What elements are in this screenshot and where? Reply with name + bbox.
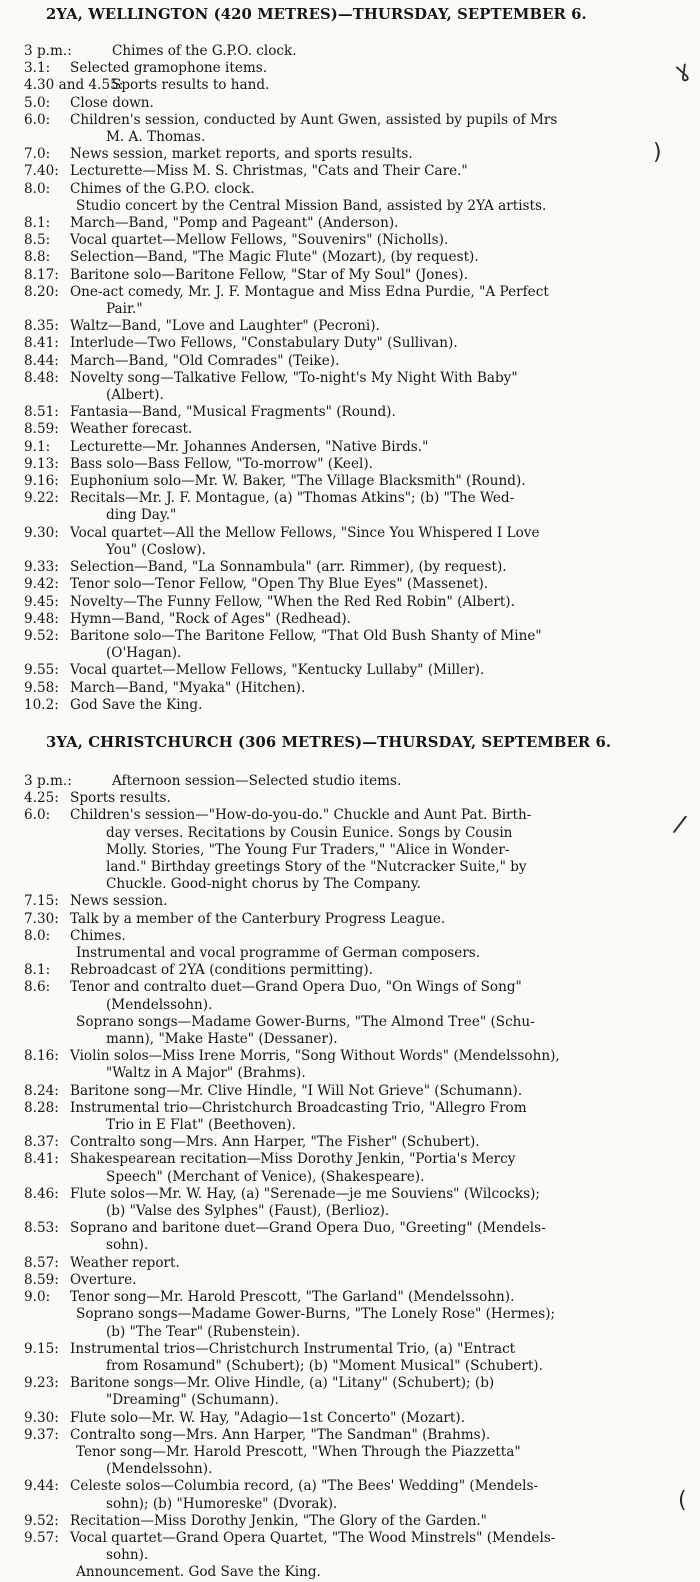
programme-description: Novelty—The Funny Fellow, "When the Red Red Robin" (Albert).	[70, 593, 515, 610]
programme-description: Flute solo—Mr. W. Hay, "Adagio—1st Concerto" (Mozart).	[70, 1409, 466, 1426]
programme-time: 9.0:	[24, 1289, 51, 1306]
programme-time: 9.58:	[24, 679, 59, 696]
programme-description-continued: day verses. Recitations by Cousin Eunice. Songs by Cousin	[106, 824, 513, 841]
programme-item	[0, 1255, 700, 1272]
programme-item	[0, 945, 700, 962]
programme-description: Hymn—Band, "Rock of Ages" (Redhead).	[70, 610, 351, 627]
programme-item	[0, 215, 700, 232]
station-2ya-programme	[0, 6, 700, 714]
programme-time: 9.52:	[24, 627, 59, 644]
programme-description-continued: Trio in E Flat" (Beethoven).	[106, 1117, 296, 1134]
programme-time: 8.57:	[24, 1254, 59, 1271]
programme-description: Tenor song—Mr. Harold Prescott, "When Through the Piazzetta"	[76, 1443, 521, 1460]
programme-time: 10.2:	[24, 696, 59, 713]
programme-description: God Save the King.	[70, 696, 203, 713]
programme-time: 8.6:	[24, 979, 51, 996]
programme-item	[0, 773, 700, 790]
programme-list	[0, 773, 700, 1582]
programme-description: Novelty song—Talkative Fellow, "To-night's My Night With Baby"	[70, 369, 518, 386]
programme-description-continued: sohn).	[106, 1547, 149, 1564]
programme-item	[0, 1444, 700, 1478]
programme-item	[0, 439, 700, 456]
programme-description-continued: M. A. Thomas.	[106, 129, 206, 146]
programme-description-continued: mann), "Make Haste" (Dessaner).	[106, 1031, 338, 1048]
programme-item	[0, 1513, 700, 1530]
programme-item	[0, 284, 700, 318]
programme-item	[0, 697, 700, 714]
programme-description: Soprano and baritone duet—Grand Opera Duo, "Greeting" (Mendels-	[70, 1220, 546, 1237]
programme-description: Afternoon session—Selected studio items.	[112, 773, 402, 789]
programme-item	[0, 473, 700, 490]
programme-item	[0, 490, 700, 524]
programme-time: 8.5:	[24, 232, 51, 249]
programme-description: Overture.	[70, 1271, 137, 1288]
programme-time: 8.16:	[24, 1048, 59, 1065]
programme-time: 8.37:	[24, 1134, 59, 1151]
programme-time: 8.35:	[24, 318, 59, 335]
programme-time: 8.20:	[24, 283, 59, 300]
programme-item	[0, 1375, 700, 1409]
programme-time: 7.15:	[24, 893, 59, 910]
programme-description-continued: Pair."	[106, 301, 143, 318]
programme-description: Sports results.	[70, 790, 171, 807]
programme-item	[0, 1564, 700, 1581]
programme-item	[0, 232, 700, 249]
programme-item	[0, 1186, 700, 1220]
programme-description: Vocal quartet—Mellow Fellows, "Kentucky Lullaby" (Miller).	[70, 662, 485, 679]
programme-time: 9.44:	[24, 1478, 59, 1495]
programme-item	[0, 163, 700, 180]
programme-item	[0, 680, 700, 697]
programme-description: Children's session—"How-do-you-do." Chuckle and Aunt Pat. Birth-	[70, 807, 532, 824]
programme-description-continued: (Mendelssohn).	[106, 1461, 213, 1478]
programme-description-continued: ding Day."	[106, 507, 177, 524]
programme-description: Fantasia—Band, "Musical Fragments" (Round).	[70, 404, 396, 421]
programme-description: Euphonium solo—Mr. W. Baker, "The Village Blacksmith" (Round).	[70, 473, 526, 490]
programme-description: Recitals—Mr. J. F. Montague, (a) "Thomas Atkins"; (b) "The Wed-	[70, 490, 515, 507]
programme-time: 9.30:	[24, 524, 59, 541]
programme-item	[0, 662, 700, 679]
programme-description: Rebroadcast of 2YA (conditions permitting).	[70, 962, 373, 979]
programme-item	[0, 790, 700, 807]
programme-description-continued: "Waltz in A Major" (Brahms).	[106, 1065, 306, 1082]
programme-item	[0, 1134, 700, 1151]
programme-description: March—Band, "Old Comrades" (Teike).	[70, 352, 340, 369]
programme-description: Sports results to hand.	[112, 77, 270, 94]
programme-item	[0, 1530, 700, 1564]
programme-time: 7.0:	[24, 146, 51, 163]
programme-description: Interlude—Two Fellows, "Constabulary Duty" (Sullivan).	[70, 335, 458, 352]
programme-time: 9.55:	[24, 662, 59, 679]
programme-description: Contralto song—Mrs. Ann Harper, "The Fisher" (Schubert).	[70, 1134, 480, 1151]
programme-description: Baritone solo—Baritone Fellow, "Star of My Soul" (Jones).	[70, 266, 468, 283]
programme-time: 8.46:	[24, 1185, 59, 1202]
programme-time: 8.53:	[24, 1220, 59, 1237]
programme-item	[0, 611, 700, 628]
programme-time: 8.48:	[24, 369, 59, 386]
programme-time: 9.16:	[24, 473, 59, 490]
programme-item	[0, 962, 700, 979]
programme-item	[0, 370, 700, 404]
programme-item	[0, 576, 700, 593]
programme-time: 9.13:	[24, 455, 59, 472]
programme-item	[0, 1220, 700, 1254]
programme-item	[0, 456, 700, 473]
programme-description: Instrumental trio—Christchurch Broadcasting Trio, "Allegro From	[70, 1099, 527, 1116]
margin-bracket-mark: )	[653, 140, 662, 165]
programme-item	[0, 112, 700, 146]
programme-time: 4.30 and 4.55:	[24, 77, 124, 94]
programme-time: 9.1:	[24, 438, 51, 455]
programme-description: Weather forecast.	[70, 421, 193, 438]
programme-item	[0, 1272, 700, 1289]
programme-time: 8.44:	[24, 352, 59, 369]
programme-time: 8.59:	[24, 421, 59, 438]
programme-description: Vocal quartet—Grand Opera Quartet, "The Wood Minstrels" (Mendels-	[70, 1529, 556, 1546]
programme-item	[0, 318, 700, 335]
programme-item	[0, 893, 700, 910]
programme-description: Violin solos—Miss Irene Morris, "Song Without Words" (Mendelssohn),	[70, 1048, 560, 1065]
programme-item	[0, 421, 700, 438]
programme-time: 9.15:	[24, 1340, 59, 1357]
programme-time: 8.28:	[24, 1099, 59, 1116]
programme-time: 8.1:	[24, 215, 51, 232]
programme-item	[0, 77, 700, 94]
programme-description-continued: "Dreaming" (Schumann).	[106, 1392, 279, 1409]
programme-time: 3.1:	[24, 60, 51, 77]
programme-item	[0, 267, 700, 284]
programme-description: Waltz—Band, "Love and Laughter" (Pecroni).	[70, 318, 380, 335]
margin-pencil-mark: /	[671, 809, 689, 839]
programme-description: News session.	[70, 893, 168, 910]
programme-item	[0, 1100, 700, 1134]
programme-description: Selected gramophone items.	[70, 60, 268, 77]
programme-description: One-act comedy, Mr. J. F. Montague and Miss Edna Purdie, "A Perfect	[70, 283, 549, 300]
programme-description: Lecturette—Mr. Johannes Andersen, "Native Birds."	[70, 438, 429, 455]
programme-description: Baritone song—Mr. Clive Hindle, "I Will Not Grieve" (Schumann).	[70, 1082, 523, 1099]
station-title: 2YA, WELLINGTON (420 METRES)—THURSDAY, SEPTEMBER 6.	[46, 6, 587, 23]
programme-description: Announcement. God Save the King.	[76, 1564, 321, 1581]
programme-item	[0, 594, 700, 611]
programme-description-continued: You" (Coslow).	[106, 541, 206, 558]
programme-description: Weather report.	[70, 1254, 180, 1271]
programme-time: 9.22:	[24, 490, 59, 507]
programme-description: Celeste solos—Columbia record, (a) "The Bees' Wedding" (Mendels-	[70, 1478, 539, 1495]
programme-description: Talk by a member of the Canterbury Progress League.	[70, 910, 446, 927]
programme-description-continued: Chuckle. Good-night chorus by The Company.	[106, 876, 421, 893]
programme-description: Children's session, conducted by Aunt Gwen, assisted by pupils of Mrs	[70, 111, 558, 128]
programme-description: Vocal quartet—All the Mellow Fellows, "Since You Whispered I Love	[70, 524, 540, 541]
programme-description: Tenor song—Mr. Harold Prescott, "The Garland" (Mendelssohn).	[70, 1289, 515, 1306]
programme-list	[0, 43, 700, 714]
programme-item	[0, 1151, 700, 1185]
programme-time: 9.57:	[24, 1529, 59, 1546]
programme-description: Chimes of the G.P.O. clock.	[112, 43, 297, 59]
programme-description-continued: sohn); (b) "Humoreske" (Dvorak).	[106, 1495, 338, 1512]
programme-item	[0, 1083, 700, 1100]
programme-time: 8.51:	[24, 404, 59, 421]
programme-item	[0, 95, 700, 112]
programme-description: Chimes.	[70, 927, 126, 944]
programme-description: Flute solos—Mr. W. Hay, (a) "Serenade—je me Souviens" (Wilcocks);	[70, 1185, 540, 1202]
programme-description: News session, market reports, and sports results.	[70, 146, 413, 163]
margin-pencil-mark: ɣ	[672, 56, 693, 85]
programme-time: 8.41:	[24, 335, 59, 352]
programme-item	[0, 1427, 700, 1444]
programme-description: Tenor solo—Tenor Fellow, "Open Thy Blue Eyes" (Massenet).	[70, 576, 489, 593]
programme-item	[0, 60, 700, 77]
programme-item	[0, 335, 700, 352]
programme-description: Selection—Band, "La Sonnambula" (arr. Rimmer), (by request).	[70, 559, 507, 576]
programme-time: 3 p.m.:	[24, 43, 72, 59]
programme-time: 8.1:	[24, 962, 51, 979]
programme-time: 8.0:	[24, 180, 51, 197]
programme-description-continued: Molly. Stories, "The Young Fur Traders," "Alice in Wonder-	[106, 841, 510, 858]
programme-time: 5.0:	[24, 94, 51, 111]
programme-item	[0, 1014, 700, 1048]
programme-time: 9.48:	[24, 610, 59, 627]
programme-description: Soprano songs—Madame Gower-Burns, "The Almond Tree" (Schu-	[76, 1013, 535, 1030]
programme-item	[0, 807, 700, 893]
programme-time: 3 p.m.:	[24, 773, 72, 789]
programme-item	[0, 559, 700, 576]
programme-time: 8.8:	[24, 249, 51, 266]
station-title: 3YA, CHRISTCHURCH (306 METRES)—THURSDAY, SEPTEMBER 6.	[46, 734, 612, 751]
programme-description-continued: from Rosamund" (Schubert); (b) "Moment Musical" (Schubert).	[106, 1357, 543, 1374]
programme-item	[0, 198, 700, 215]
margin-bracket-mark: (	[678, 1488, 687, 1513]
programme-time: 7.40:	[24, 163, 59, 180]
programme-time: 8.17:	[24, 266, 59, 283]
programme-description: Lecturette—Miss M. S. Christmas, "Cats and Their Care."	[70, 163, 468, 180]
programme-item	[0, 181, 700, 198]
programme-item	[0, 1410, 700, 1427]
programme-time: 8.41:	[24, 1151, 59, 1168]
programme-description-continued: (Mendelssohn).	[106, 996, 213, 1013]
programme-description-continued: (Albert).	[106, 387, 164, 404]
programme-item	[0, 404, 700, 421]
programme-description: Tenor and contralto duet—Grand Opera Duo, "On Wings of Song"	[70, 979, 522, 996]
programme-time: 4.25:	[24, 790, 59, 807]
programme-item	[0, 249, 700, 266]
programme-item	[0, 911, 700, 928]
programme-time: 9.52:	[24, 1512, 59, 1529]
programme-item	[0, 1478, 700, 1512]
programme-time: 8.24:	[24, 1082, 59, 1099]
programme-description: Recitation—Miss Dorothy Jenkin, "The Glory of the Garden."	[70, 1512, 487, 1529]
programme-description: March—Band, "Pomp and Pageant" (Anderson).	[70, 215, 399, 232]
programme-description-continued: Speech" (Merchant of Venice), (Shakespeare).	[106, 1168, 425, 1185]
programme-description: Vocal quartet—Mellow Fellows, "Souvenirs" (Nicholls).	[70, 232, 449, 249]
programme-time: 9.37:	[24, 1426, 59, 1443]
programme-description: Shakespearean recitation—Miss Dorothy Jenkin, "Portia's Mercy	[70, 1151, 516, 1168]
programme-item	[0, 146, 700, 163]
programme-item	[0, 1289, 700, 1306]
programme-description: Soprano songs—Madame Gower-Burns, "The Lonely Rose" (Hermes);	[76, 1306, 556, 1323]
programme-description: Selection—Band, "The Magic Flute" (Mozart), (by request).	[70, 249, 479, 266]
programme-time: 7.30:	[24, 910, 59, 927]
programme-description: Baritone solo—The Baritone Fellow, "That Old Bush Shanty of Mine"	[70, 627, 542, 644]
programme-description: Baritone songs—Mr. Olive Hindle, (a) "Litany" (Schubert); (b)	[70, 1375, 495, 1392]
programme-item	[0, 928, 700, 945]
programme-description: Instrumental and vocal programme of German composers.	[76, 945, 481, 962]
programme-item	[0, 525, 700, 559]
programme-time: 9.45:	[24, 593, 59, 610]
programme-time: 8.0:	[24, 927, 51, 944]
programme-description: Instrumental trios—Christchurch Instrumental Trio, (a) "Entract	[70, 1340, 516, 1357]
programme-item	[0, 1048, 700, 1082]
programme-time: 9.23:	[24, 1375, 59, 1392]
programme-time: 9.42:	[24, 576, 59, 593]
programme-item	[0, 1341, 700, 1375]
programme-description: Close down.	[70, 94, 154, 111]
programme-description-continued: land." Birthday greetings Story of the "Nutcracker Suite," by	[106, 859, 527, 876]
programme-description: Bass solo—Bass Fellow, "To-morrow" (Keel).	[70, 455, 373, 472]
programme-time: 9.33:	[24, 559, 59, 576]
programme-item	[0, 1306, 700, 1340]
programme-item	[0, 628, 700, 662]
programme-item	[0, 43, 700, 60]
programme-description: March—Band, "Myaka" (Hitchen).	[70, 679, 306, 696]
programme-description: Studio concert by the Central Mission Band, assisted by 2YA artists.	[76, 197, 547, 214]
programme-description-continued: (b) "Valse des Sylphes" (Faust), (Berlioz).	[106, 1203, 390, 1220]
programme-description: Chimes of the G.P.O. clock.	[70, 180, 255, 197]
programme-item	[0, 353, 700, 370]
programme-time: 6.0:	[24, 111, 51, 128]
programme-time: 8.59:	[24, 1271, 59, 1288]
station-3ya-programme	[0, 734, 700, 1582]
programme-time: 9.30:	[24, 1409, 59, 1426]
programme-description-continued: sohn).	[106, 1237, 149, 1254]
programme-item	[0, 979, 700, 1013]
programme-description-continued: (O'Hagan).	[106, 645, 182, 662]
programme-description: Contralto song—Mrs. Ann Harper, "The Sandman" (Brahms).	[70, 1426, 491, 1443]
programme-time: 6.0:	[24, 807, 51, 824]
programme-description-continued: (b) "The Tear" (Rubenstein).	[106, 1323, 301, 1340]
